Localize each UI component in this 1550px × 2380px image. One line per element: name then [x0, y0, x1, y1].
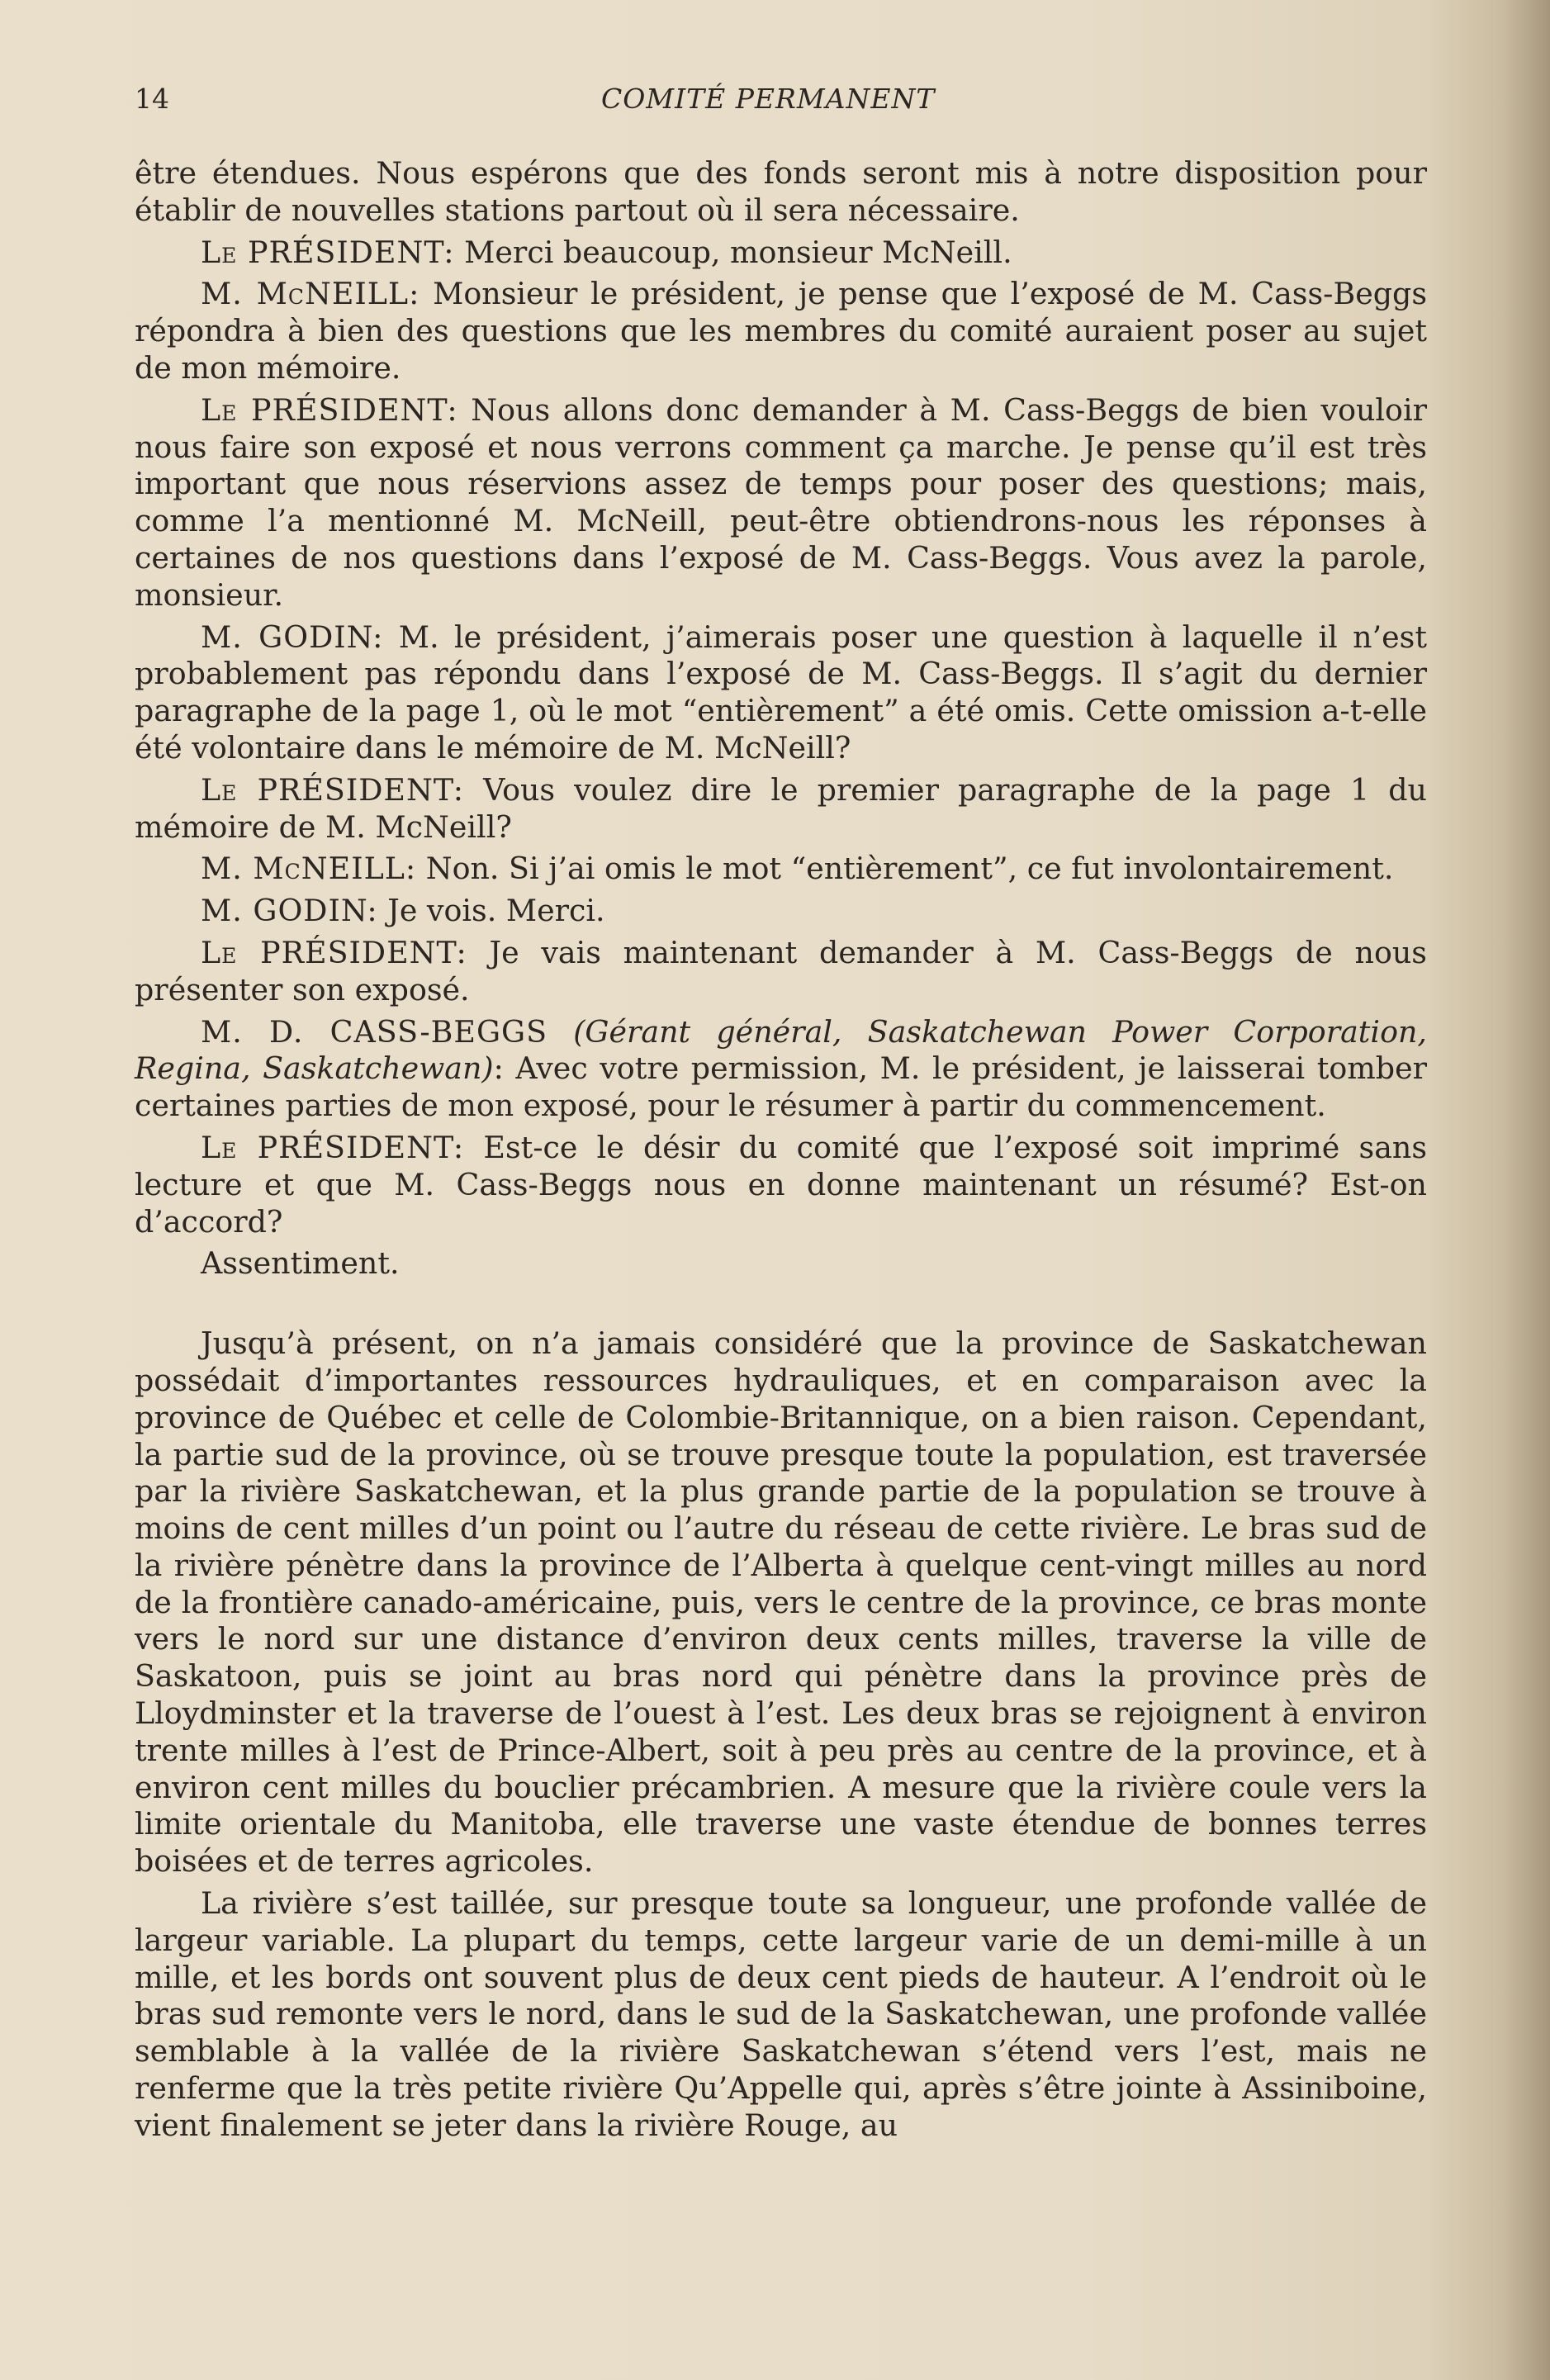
paragraph — [135, 235, 1427, 272]
speaker: M. GODIN: — [201, 619, 384, 655]
paragraph — [135, 1130, 1427, 1240]
speaker-detail: (Gérant général, Saskatchewan Power Corporation, Regina, Saskatchewan) — [135, 1013, 1427, 1087]
paragraph-text: Je vois. Merci. — [377, 893, 605, 929]
paragraph-text: : Avec votre permission, M. le président, je laisserai tomber certaines parties de mon exposé, pour le résumer à partir du commencement. — [135, 1050, 1427, 1124]
paragraph-text: Jusqu’à présent, on n’a jamais considéré que la province de Saskatchewan possédait d’importantes ressources hydrauliques, et en comparaison avec la province de Québec et celle de Colombie-Britannique, on a bien raison. Cependant, la partie sud de la province, où se trouve presque toute la population, est traversée par la rivière Saskatchewan, et la plus grande partie de la population se trouve à moins de cent milles d’un point ou l’autre du réseau de cette rivière. Le bras sud de la rivière pénètre dans la province de l’Alberta à quelque cent-vingt milles au nord de la frontière canado-américaine, puis, vers le centre de la province, ce bras monte vers le nord sur une distance d’environ deux cents milles, traverse la ville de Saskatoon, puis se joint au bras nord qui pénètre dans la province près de Lloydminster et la traverse de l’ouest à l’est. Les deux bras se rejoignent à environ trente milles à l’est de Prince-Albert, soit à peu près au centre de la province, et à environ cent milles du bouclier précambrien. A mesure que la rivière coule vers la limite orientale du Manitoba, elle traverse une vaste étendue de bonnes terres boisées et de terres agricoles. — [135, 1325, 1427, 1880]
speaker: Le PRÉSIDENT: — [201, 771, 465, 808]
paragraph — [135, 276, 1427, 386]
paragraph — [135, 1014, 1427, 1125]
paragraph — [135, 851, 1427, 888]
paragraph-text: être étendues. Nous espérons que des fonds seront mis à notre disposition pour établir de nouvelles stations partout où il sera nécessaire. — [135, 155, 1427, 228]
page-header — [135, 76, 1423, 126]
paragraph-text: Monsieur le président, je pense que l’exposé de M. Cass-Beggs répondra à bien des questions que les membres du comité auraient poser au sujet de mon mémoire. — [135, 276, 1427, 386]
paragraph-text: Je vais maintenant demander à M. Cass-Beggs de nous présenter son exposé. — [135, 934, 1427, 1007]
paragraph-text: Est-ce le désir du comité que l’exposé soit imprimé sans lecture et que M. Cass-Beggs nous en donne maintenant un résumé? Est-on d’accord? — [135, 1129, 1427, 1240]
speaker: M. GODIN: — [201, 893, 378, 929]
paragraph — [135, 935, 1427, 1009]
paragraph-text: Merci beaucoup, monsieur McNeill. — [454, 234, 1012, 270]
paragraph — [135, 893, 1427, 930]
paragraph — [135, 1325, 1427, 1880]
paragraph — [135, 619, 1427, 767]
page-body — [135, 155, 1427, 2150]
paragraph — [135, 392, 1427, 614]
paragraph-text: Non. Si j’ai omis le mot “entièrement”, ce fut involontairement. — [416, 851, 1394, 887]
paragraph — [135, 155, 1427, 230]
speaker: Le PRÉSIDENT: — [201, 391, 458, 428]
running-title: COMITÉ PERMANENT — [601, 83, 936, 115]
paragraph-text: Vous voulez dire le premier paragraphe de la page 1 du mémoire de M. McNeill? — [135, 771, 1427, 845]
paragraph-text: Nous allons donc demander à M. Cass-Beggs de bien vouloir nous faire son exposé et nous verrons comment ça marche. Je pense qu’il est très important que nous réservions assez de temps pour poser des questions; mais, comme l’a mentionné M. McNeill, peut-être obtiendrons-nous les réponses à certaines de nos questions dans l’exposé de M. Cass-Beggs. Vous avez la parole, monsieur. — [135, 391, 1427, 613]
speaker: Le PRÉSIDENT: — [201, 1129, 465, 1165]
paragraph-text: M. le président, j’aimerais poser une question à laquelle il n’est probablement pas répondu dans l’exposé de M. Cass-Beggs. Il s’agit du dernier paragraphe de la page 1, où le mot “entièrement” a été omis. Cette omission a-t-elle été volontaire dans le mémoire de M. McNeill? — [135, 619, 1427, 766]
paragraph — [135, 772, 1427, 846]
paragraph — [135, 1885, 1427, 2145]
speaker: M. McNEILL: — [201, 851, 417, 887]
speaker: M. D. CASS-BEGGS — [201, 1013, 548, 1050]
speaker: Le PRÉSIDENT: — [201, 934, 467, 970]
page-number: 14 — [135, 83, 169, 115]
speaker: Le PRÉSIDENT: — [201, 234, 455, 270]
paragraph-text: Assentiment. — [201, 1245, 400, 1282]
paragraph-text: La rivière s’est taillée, sur presque toute sa longueur, une profonde vallée de largeur variable. La plupart du temps, cette largeur varie de un demi-mille à un mille, et les bords ont souvent plus de deux cent pieds de hauteur. A l’endroit où le bras sud remonte vers le nord, dans le sud de la Saskatchewan, une profonde vallée semblable à la vallée de la rivière Saskatchewan s’étend vers l’est, mais ne renferme que la très petite rivière Qu’Appelle qui, après s’être jointe à Assiniboine, vient finalement se jeter dans la rivière Rouge, au — [135, 1885, 1427, 2143]
speaker: M. McNEILL: — [201, 276, 420, 312]
paragraph — [135, 1245, 1427, 1282]
